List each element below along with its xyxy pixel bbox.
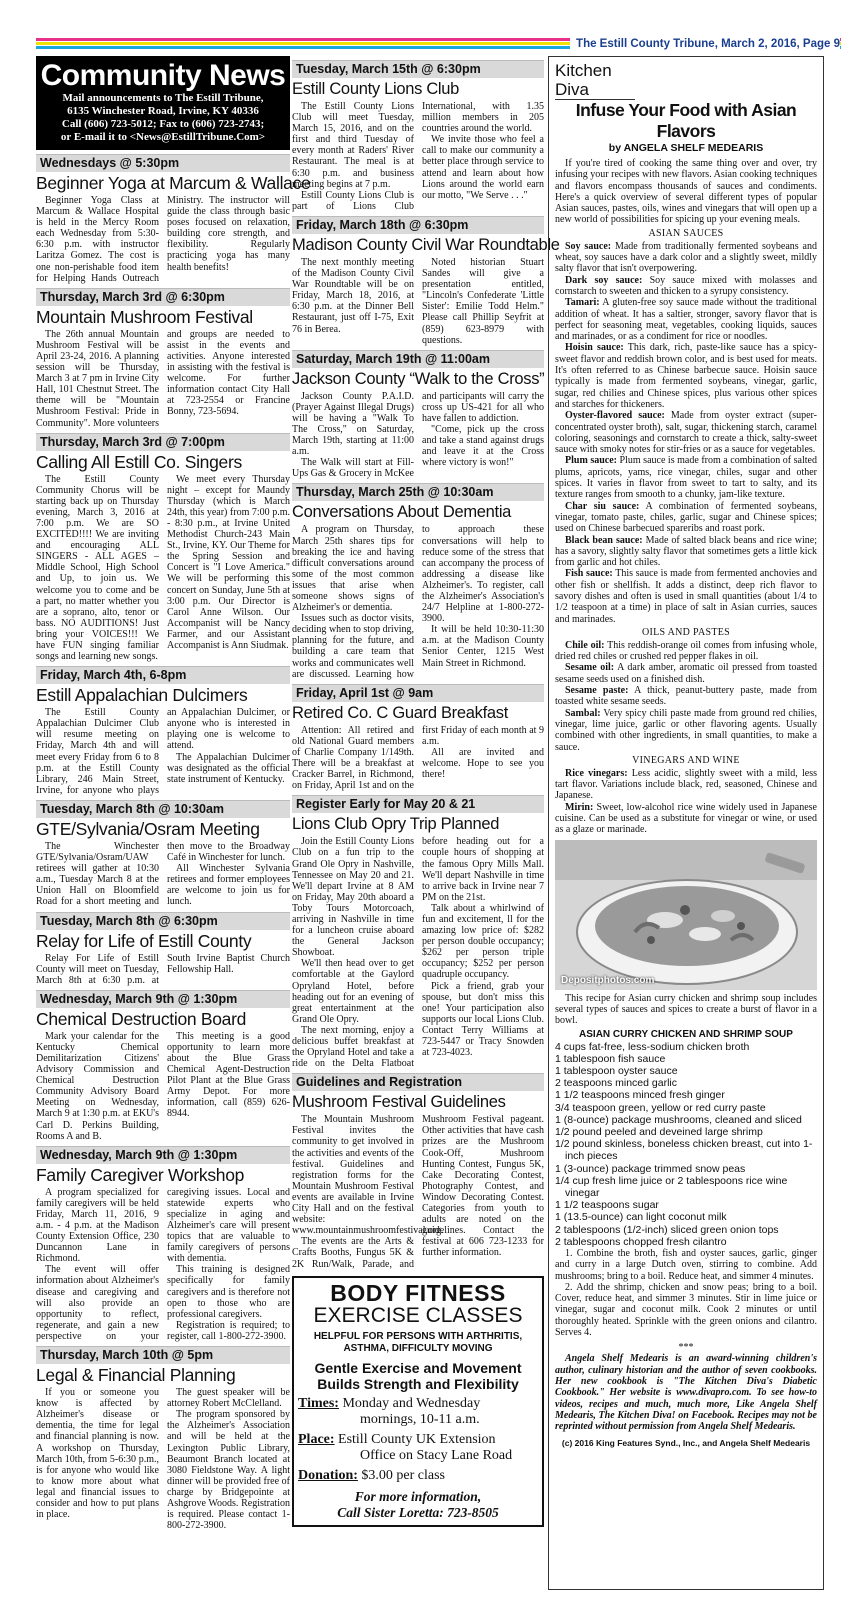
sesame-oil-entry: [555, 662, 817, 685]
ingredient-item: 2 teaspoons minced garlic: [555, 1077, 677, 1090]
column-middle: [292, 56, 560, 1527]
photo-credit: Depositphotos.com: [561, 974, 655, 986]
author-bio: Angela Shelf Medearis is an award-winning children's author, culinary historian and the author of seven cookbooks. Her new cookbook is "The Kitchen Diva's Diabetic Cookbook." Her website is www.divapro.com. To see how-to videos, recipes and much, much more, Like Angela Shelf Medearis, The Kitchen Diva! on Facebook. Recipes may not be reprinted without permission from Angela Shelf Medearis.: [555, 1353, 817, 1433]
black-bean-sauce-entry: [555, 535, 817, 569]
term-label: Chile oil:: [565, 639, 605, 651]
article-paragraph: Relay For Life of Estill County will meet on Tuesday, March 8th at 6:30 p.m. at South Irvine Baptist Church Fellowship Hall.: [36, 952, 290, 986]
ad-place-2: Office on Stacy Lane Road: [360, 1447, 513, 1463]
article-headline: Family Caregiver Workshop: [36, 1164, 245, 1185]
separator-stars: ***: [678, 1342, 694, 1354]
ad-donation-label: Donation:: [298, 1467, 358, 1483]
community-news-box: [36, 56, 290, 150]
oyster-flavored-sauce-entry: [555, 410, 817, 455]
article-date-band: Thursday, March 3rd @ 7:00pm: [36, 433, 290, 451]
article-body: [36, 1387, 290, 1531]
term-label: Sambal:: [565, 707, 601, 719]
chile-oil-entry: [555, 640, 817, 663]
community-news-line: 6135 Winchester Road, Irvine, KY 40336: [67, 105, 259, 117]
article-paragraph: The guest speaker will be attorney Robert McClelland.: [167, 1387, 290, 1410]
community-news-line: Call (606) 723-5012; Fax to (606) 723-2743;: [61, 118, 265, 130]
ingredient-item: 1 (3-ounce) package trimmed snow peas: [555, 1162, 746, 1175]
ad-times-label: Times:: [298, 1395, 339, 1411]
article-paragraph: The Estill County Community Chorus will be starting back up on Thursday evening, March 3, 2016 at 7:00 p.m. We are SO EXCITED!!!! We are inviting and encouraging ALL SINGERS - ALL AGES – Middle School, High School and Up, to join us. We welcome you to come and be a part, no matter whether you are a soprano, alto, tenor or bass. NO AUDITIONS! Just bring your VOICES!!! We have FUN singing familiar songs and learning new songs.: [36, 473, 159, 663]
ad-place-1: Estill County UK Extension: [338, 1431, 496, 1447]
article-headline: GTE/Sylvania/Osram Meeting: [36, 818, 260, 839]
article-paragraph: Attention: All retired and old National Guard members of Charlie Company 1/149th. There will be a breakfast at Cracker Barrel, in Richmond, on Friday, April 1st and on the first Friday of each month at 9 a.m.: [292, 724, 544, 792]
article-headline: Estill County Lions Club: [292, 80, 460, 98]
ingredients-list: [555, 1041, 817, 1248]
article-paragraph: It will be held 10:30-11:30 a.m. at the Madison County Senior Center, 1215 West Main Street in Richmond.: [422, 624, 544, 669]
term-description: This sauce is made from fermented anchovies and other fish or shellfish. It adds a distinct, deep rich flavor to savory dishes and often is used in small quantities (about 1/4 to 1/2 teaspoon at a time) in place of salt in Asian curries, sauces and marinades.: [555, 568, 817, 625]
article-paragraph: Talk about a whirlwind of fun and excitement, ll for the amazing low price of: $282 per person double occupancy; $262 per person triple occupancy; $252 per person quadruple occupancy.: [422, 902, 544, 981]
article-paragraph: Mark your calendar for the Kentucky Chemical Demilitarization Citizens' Advisory Commission and Chemical Destruction Community Advisory Board Meeting on Wednesday, March 9 at 1:30 p.m. at EKU's Carl D. Perkins Building, Rooms A and B.: [36, 1030, 159, 1142]
article-paragraph: We'll then head over to get comfortable at the Gaylord Opryland Hotel, before heading out for an evening of great entertainment at the Grand Ole Opry.: [292, 958, 414, 1025]
recipe-steps: [555, 1248, 817, 1338]
ingredient-item: 1 tablespoon oyster sauce: [555, 1064, 678, 1077]
article-date-band: Tuesday, March 8th @ 6:30pm: [36, 912, 290, 930]
article-paragraph: The event will offer information about Alzheimer's disease and caregiving and will also provide an opportunity to reflect, regenerate, and gain a new perspective on your caregiving issues. Local and statewide experts who specialize in aging and Alzheimer's care will present topics that are valuable to family caregivers of persons with dementia.: [36, 1186, 290, 1342]
vinegars-subhead: VINEGARS AND WINE: [632, 754, 740, 766]
term-label: Dark soy sauce:: [565, 274, 643, 286]
term-description: This reddish-orange oil comes from infusing whole, dried red chiles or crushed red pepper flakes in oil.: [555, 639, 817, 663]
ingredient-item: 1 1/2 teaspoons sugar: [555, 1199, 659, 1212]
article-paragraph: All are invited and welcome. Hope to see you there!: [422, 746, 544, 781]
article-date-band: Wednesday, March 9th @ 1:30pm: [36, 1146, 290, 1164]
rice-vinegars-entry: [555, 768, 817, 802]
article-date-band: Tuesday, March 15th @ 6:30pm: [292, 60, 544, 78]
article-paragraph: We invite those who feel a call to make our community a better place through service to attend and learn about how Lions around the world earn our motto, "We Serve . . .": [422, 134, 544, 201]
article-legal-financial-planning: [36, 1346, 290, 1531]
recipe-step: 2. Add the shrimp, chicken and snow peas; bring to a boil. Cover, reduce heat, and simmer 3 minutes. Stir in lime juice or vinegar, sugar and coconut milk. Cook 2 minutes or until thoroughly heated. Sprinkle with the green onions and cilantro. Serves 4.: [555, 1281, 817, 1339]
article-family-caregiver-workshop: [36, 1146, 290, 1342]
article-paragraph: Noted historian Stuart Sandes will give a presentation entitled, "Lincoln's Confederate 'Little Sister': Emilie Todd Helm." Please call Phillip Seyfrit at (859) 623-8979 with questions.: [422, 256, 544, 346]
term-label: Plum sauce:: [565, 455, 617, 467]
column-left: [36, 56, 311, 1532]
mirin-entry: [555, 802, 817, 836]
article-headline: Conversations About Dementia: [292, 503, 512, 522]
article-date-band: Thursday, March 3rd @ 6:30pm: [36, 288, 290, 306]
article-date-band: Wednesday, March 9th @ 1:30pm: [36, 990, 290, 1008]
column-right: [548, 56, 824, 1590]
term-label: Oyster-flavored sauce:: [565, 410, 665, 422]
recipe-step: 1. Combine the broth, fish and oyster sauces, garlic, ginger and curry in a large Dutch oven, stirring to combine. Add mushrooms; bring to a boil. Reduce heat, and simmer 4 minutes.: [555, 1247, 817, 1282]
article-paragraph: If you or someone you know is affected by Alzheimer's disease or dementia, the time for legal and financial planning is now. A workshop on Thursday, March 10th, from 5-6:30 p.m., is for anyone who would like to know more about what legal and financial issues to consider and how to put plans in place.: [36, 1387, 159, 1521]
ad-times-1: Monday and Wednesday: [342, 1395, 481, 1411]
kitchen-diva-label: Kitchen Diva: [555, 61, 635, 100]
article-headline: Mountain Mushroom Festival: [36, 306, 253, 327]
article-headline: Chemical Destruction Board: [36, 1008, 247, 1029]
article-body: [36, 474, 290, 663]
term-description: Sweet, low-alcohol rice wine widely used in Japanese cuisine. Can be used as a substitute for vinegar or wine, or used as a glaze or marinade.: [555, 801, 817, 836]
article-body: [36, 1031, 290, 1142]
article-headline: Beginner Yoga at Marcum & Wallace: [36, 173, 311, 193]
article-paragraph: Join the Estill County Lions Club on a fun trip to the Grand Ole Opry in Nashville, Tennessee on May 20 and 21. We'll depart Irvine at 8 AM on Friday, May 20th aboard a Toby Tours Motorcoach, arriving in Nashville in time for a luncheon cruise aboard the General Jackson Showboat.: [292, 836, 414, 959]
term-label: Sesame paste:: [565, 685, 629, 697]
article-paragraph: The Walk will start at Fill-Ups Gas & Grocery in McKee and participants will carry the cross up US-421 for all who have fallen to addiction.: [292, 390, 544, 480]
article-headline: Lions Club Opry Trip Planned: [292, 815, 500, 834]
oils-list: [555, 640, 817, 753]
term-description: Plum sauce is made from a combination of salted plums, apricots, yams, rice vinegar, chiles, sugar and other spices. It varies in flavor from sweet to tart to salty, and its texture ranges from smooth to a chunky, jam-like texture.: [555, 455, 817, 501]
article-headline: Estill Appalachian Dulcimers: [36, 685, 248, 706]
article-paragraph: The program sponsored by the Alzheimer's Association and will be held at the Lexington Public Library, Beaumont Branch located at 3080 Fieldstone Way. A light dinner will be provided free of charge by Bridgepointe at Ashgrove Woods. Registration is required. Please contact 1-800-272-3900.: [167, 1409, 290, 1532]
article-body: [36, 953, 290, 986]
syndication-credit: (c) 2016 King Features Synd., Inc., and Angela Shelf Medearis: [561, 1438, 811, 1449]
article-paragraph: This training is designed specifically for family caregivers and is therefore not open to those who are professional caregivers.: [167, 1264, 290, 1320]
article-paragraph: Estill County Lions Club is part of Lions Club International, with 1.35 million members in 205 countries around the world.: [292, 101, 544, 212]
article-date-band: Friday, April 1st @ 9am: [292, 684, 544, 702]
article-estill-county-lions-club: [292, 60, 544, 212]
article-headline: Legal & Financial Planning: [36, 1365, 236, 1386]
article-retired-co-c-guard-breakfast: [292, 684, 544, 792]
article-date-band: Tuesday, March 8th @ 10:30am: [36, 800, 290, 818]
ad-headline: BODY FITNESS: [330, 1279, 506, 1306]
article-calling-all-estill-co-singers: [36, 433, 290, 663]
term-label: Black bean sauce:: [565, 534, 643, 546]
article-body: [36, 329, 290, 429]
body-fitness-ad: [292, 1276, 544, 1527]
term-label: Rice vinegars:: [565, 767, 628, 779]
sambal-entry: [555, 708, 817, 753]
soup-photo: [555, 840, 817, 990]
article-body: [36, 841, 290, 908]
article-paragraph: "Come, pick up the cross and take a stand against drugs and leave it at the Cross where victory is won!": [422, 423, 544, 469]
article-paragraph: Beginner Yoga Class at Marcum & Wallace Hospital is held in the Mercy Room each Wednesday from 5:30-6:30 p.m. with instructor Laritza Gomez. The cost is one non-perishable food item for Helping Hands Outreach Ministry. The instructor will guide the class through basic poses focused on relaxation, building core strength, and flexibility. Regularly practicing yoga has many health benefits!: [36, 195, 290, 284]
recipe-intro: This recipe for Asian curry chicken and shrimp soup includes several types of sauces and spices to create a burst of flavor in a bowl.: [555, 992, 817, 1027]
article-jackson-county-walk-to-the-cross: [292, 350, 544, 480]
article-paragraph: The Estill County Appalachian Dulcimer Club will resume meeting on Friday, March 4th and will meet every Friday from 6 to 8 p.m. at the Estill County Library, 246 Main Street, Irvine, for anyone who plays an Appalachian Dulcimer, or anyone who is interested in playing one is welcome to attend.: [36, 707, 290, 796]
article-body: [292, 391, 544, 480]
article-paragraph: The Estill County Lions Club will meet Tuesday, March 15, 2016, and on the first and third Tuesday of every month at Raders' River Restaurant. The meal is at 6:30 p.m. and business meeting begins at 7 p.m.: [292, 101, 414, 190]
ad-more-2: Call Sister Loretta: 723-8505: [337, 1504, 499, 1520]
ad-times-2: mornings, 10-11 a.m.: [360, 1411, 480, 1427]
recipe-title: ASIAN CURRY CHICKEN AND SHRIMP SOUP: [579, 1028, 793, 1040]
left-articles: [36, 154, 311, 1532]
article-date-band: Friday, March 18th @ 6:30pm: [292, 216, 544, 234]
term-description: Less acidic, slightly sweet with a mild, less tart flavor. Variations include black, red, seasoned, Chinese and Japanese.: [555, 767, 817, 802]
term-description: A thick, peanut-buttery paste, made from toasted white sesame seeds.: [555, 685, 817, 708]
kitchen-intro: If you're tired of cooking the same thing over and over, try infusing your recipes with new flavors. Asian cooking techniques and flavors encompass thousands of sauces and condiments. Here's a quick overview of several different types of popular Asian sauces, pastes, oils, wines and vinegars that will open up a new world of possibilities for spicing up your evening meals.: [555, 158, 817, 226]
soup-bowl-image: [555, 840, 817, 990]
ad-donation: [298, 1468, 538, 1484]
ingredient-item: 4 cups fat-free, less-sodium chicken broth: [555, 1040, 750, 1053]
article-headline: Mushroom Festival Guidelines: [292, 1093, 506, 1112]
article-body: [36, 195, 290, 284]
article-paragraph: The Appalachian Dulcimer was designated as the official state instrument of Kentucky.: [167, 751, 290, 785]
dark-soy-sauce-entry: [555, 275, 817, 298]
article-headline: Madison County Civil War Roundtable: [292, 235, 560, 254]
article-conversations-about-dementia: [292, 483, 544, 679]
article-paragraph: The events are the Arts & Crafts Booths, Fungus 5K & 2K Run/Walk, Parade, and Mushroom Festival pageant. Other activities that have cash prizes are the Mushroom Cook-Off, Mushroom Hunting Contest, Fungus 5K, Cake Decorating Contest, Photography Contest, and Window Decorating Contest. Categories from youth to adults are noted on the guidelines. Contact the festival at 606 723-1233 for further information.: [292, 1114, 544, 1270]
ad-more-info: [298, 1489, 538, 1521]
ingredient-item: 1/4 cup fresh lime juice or 2 tablespoons rice wine vinegar: [555, 1174, 788, 1199]
article-date-band: Thursday, March 25th @ 10:30am: [292, 483, 544, 501]
term-description: Made from oyster extract (super-concentrated oyster broth), salt, sugar, thickening starch, caramel coloring, seasonings and cornstarch to create a thick, salty-sweet sauce with smoky notes for stir-fries or as a sauce for vegetables.: [555, 410, 817, 456]
article-paragraph: A program on Thursday, March 25th shares tips for breaking the ice and having difficult conversations around some of the most common issues that arise when someone shows signs of Alzheimer's or dementia.: [292, 524, 414, 614]
article-date-band: Register Early for May 20 & 21: [292, 795, 544, 813]
article-paragraph: This meeting is a good opportunity to learn more about the Blue Grass Chemical Agent-Destruction Pilot Plant at the Blue Grass Army Depot. For more information, call (859) 626-8944.: [167, 1030, 290, 1120]
article-paragraph: A program specialized for family caregivers will be held Friday, March 11, 2016, 9 a.m. - 4 p.m. at the Madison County Extension Office, 230 Duncannon Lane in Richmond.: [36, 1186, 159, 1265]
ad-times: [298, 1396, 538, 1428]
article-estill-appalachian-dulcimers: [36, 666, 290, 796]
article-relay-for-life-of-estill-county: [36, 912, 290, 986]
article-date-band: Friday, March 4th, 6-8pm: [36, 666, 290, 684]
article-paragraph: Jackson County P.A.I.D. (Prayer Against Illegal Drugs) will be having a "Walk To The Cross," on Saturday, March 19th, starting at 11:00 a.m.: [292, 390, 414, 458]
article-paragraph: Issues such as doctor visits, deciding when to stop driving, planning for the future, and building a care team that works and communicates well are discussed. Learning how to approach these conversations will help to reduce some of the stress that can accompany the process of addressing a disease like Alzheimer's. To register, call the Alzheimer's Association's 24/7 Helpline at 1-800-272-3900.: [292, 524, 544, 680]
ad-place-label: Place:: [298, 1431, 335, 1447]
term-description: A combination of fermented soybeans, vinegar, tomato paste, chiles, garlic, sugar and Chinese spices; used on Chinese barbecued spareribs and roast pork.: [555, 500, 817, 535]
article-headline: Jackson County “Walk to the Cross”: [292, 369, 545, 388]
ingredient-item: 1/2 pound skinless, boneless chicken breast, cut into 1-inch pieces: [555, 1138, 813, 1163]
fish-sauce-entry: [555, 568, 817, 624]
article-paragraph: The next morning, enjoy a delicious buffet breakfast at the Opryland Hotel and take a ride on the Delta Flatboat before heading out for a couple hours of shopping at the famous Opry Mills Mall. We'll depart Nashville in time to arrive back in Irvine near 7 PM on the 21st.: [292, 836, 544, 1070]
char-siu-sauce-entry: [555, 501, 817, 535]
ad-donation-value: $3.00 per class: [361, 1467, 445, 1483]
article-paragraph: The Mountain Mushroom Festival invites the community to get involved in the activities and events of the festival. Guidelines and registration forms for the Mountain Mushroom Festival events are available in Irvine City Hall and on the festival website: www.mountainmushroomfestival.org.: [292, 1114, 444, 1237]
sesame-paste-entry: [555, 685, 817, 708]
article-body: [292, 1114, 544, 1269]
article-body: [36, 1187, 290, 1342]
community-news-line: or E-mail it to <News@EstillTribune.Com>: [60, 131, 266, 143]
ingredient-item: 3/4 teaspoon green, yellow or red curry paste: [555, 1101, 766, 1114]
article-headline: Relay for Life of Estill County: [36, 930, 252, 951]
hoisin-sauce-entry: [555, 342, 817, 410]
term-label: Char siu sauce:: [565, 500, 640, 512]
ingredient-item: 2 tablespoons chopped fresh cilantro: [555, 1235, 727, 1248]
article-paragraph: Pick a friend, grab your spouse, but don't miss this one! Your participation also supports our local Lions Club. Contact Terry Williams at 723-5447 or Tracy Snowden at 723-4023.: [422, 980, 544, 1059]
kitchen-diva-byline: by ANGELA SHELF MEDEARIS: [608, 142, 764, 154]
middle-articles: [292, 60, 560, 1270]
article-beginner-yoga-at-marcum-wallace: [36, 154, 311, 284]
article-madison-county-civil-war-roundtable: [292, 216, 560, 346]
article-headline: Calling All Estill Co. Singers: [36, 451, 242, 472]
term-label: Tamari:: [565, 297, 600, 309]
article-body: [36, 707, 290, 796]
ingredient-item: 2 tablespoons (1/2-inch) sliced green onion tops: [555, 1223, 779, 1236]
article-paragraph: The Winchester GTE/Sylvania/Osram/UAW retirees will gather at 10:30 a.m., Tuesday March 8 at the Union Hall on Bloomfield Road for a short meeting and then move to the Broadway Café in Winchester for lunch.: [36, 840, 290, 908]
article-paragraph: The 26th annual Mountain Mushroom Festival will be April 23-24, 2016. A planning session will be Thursday, March 3 at 7 pm in Irvine City Hall, 101 Chestnut Street. The theme will be "Mountain Mushroom Festival: Pride in Community". More volunteers and groups are needed to assist in the events and activities. Anyone interested in assisting with the festival is welcome. For further information contact City Hall at 723-2554 or Francine Bonny, 723-5694.: [36, 328, 290, 429]
oils-subhead: OILS AND PASTES: [641, 626, 731, 638]
ingredient-item: 1 1/2 teaspoons minced fresh ginger: [555, 1089, 725, 1102]
term-label: Sesame oil:: [565, 662, 615, 674]
plum-sauce-entry: [555, 455, 817, 500]
article-lions-club-opry-trip-planned: [292, 795, 544, 1069]
article-gte-sylvania-osram-meeting: [36, 800, 290, 908]
term-label: Mirin:: [565, 801, 594, 813]
ad-more-1: For more information,: [354, 1488, 482, 1504]
article-mushroom-festival-guidelines: [292, 1073, 544, 1269]
ad-subheadline: EXERCISE CLASSES: [313, 1303, 523, 1327]
term-label: Fish sauce:: [565, 568, 613, 580]
article-paragraph: The next monthly meeting of the Madison County Civil War Roundtable will be on Friday, March 18, 2016, at 6:30 p.m. at the Dinner Bell Restaurant, just off I-75, Exit 76 in Berea.: [292, 256, 414, 335]
ad-gentle-text: Gentle Exercise and Movement Builds Strength and Flexibility: [314, 1359, 522, 1392]
term-description: Made from traditionally fermented soybeans and wheat, soy sauces have a dark color and a slightly sweet, mildly salty flavor that isn't overpowering.: [555, 240, 817, 275]
term-description: Soy sauce mixed with molasses and cornstarch to sweeten and thicken to a syrupy consistency.: [555, 274, 817, 297]
page-header: The Estill County Tribune, March 2, 2016, Page 9: [570, 38, 840, 50]
article-paragraph: We meet every Thursday night – except for Maundy Thursday (which is March 24th, this year) from 7:00 p.m. - 8:30 p.m., at Irvine United Methodist Church-243 Main St., Irvine, KY. Our Theme for the Spring Session and Concert is "I Love America." We will be performing this concert on Sunday, June 5th at 3:00 p.m. Our Director is Carol Anne Wilson. Our Accompanist will be Nancy Farmer, and our Assistant Accompanist is Ann Siudmak.: [167, 473, 290, 651]
article-body: [292, 101, 544, 212]
term-label: Hoisin sauce:: [565, 342, 624, 354]
article-paragraph: Registration is required; to register, call 1-800-272-3900.: [167, 1319, 290, 1342]
article-body: [292, 836, 544, 1069]
article-mountain-mushroom-festival: [36, 288, 290, 429]
term-description: Very spicy chili paste made from ground red chilies, vinegar, lime juice, garlic or other flavoring agents. Usually combined with other ingredients, in small quantities, to make a sauce.: [555, 707, 817, 753]
sauces-subhead: ASIAN SAUCES: [648, 227, 724, 239]
kitchen-diva-headline: Infuse Your Food with Asian Flavors: [575, 100, 797, 141]
article-date-band: Saturday, March 19th @ 11:00am: [292, 350, 544, 368]
term-description: A gluten-free soy sauce made without the traditional addition of wheat. It has a saltier, stronger, savory flavor that is perfect for seasoning meat, vegetables, cooking liquids, sauces and marinades, or as a condiment for rice or noodles.: [555, 297, 817, 343]
ingredient-item: 1 tablespoon fish sauce: [555, 1052, 666, 1065]
soy-sauce-entry: [555, 241, 817, 275]
ingredient-item: 1/2 pound peeled and deveined large shrimp: [555, 1125, 763, 1138]
article-headline: Retired Co. C Guard Breakfast: [292, 703, 508, 722]
ad-place: [298, 1432, 538, 1464]
ad-helpful-text: HELPFUL FOR PERSONS WITH ARTHRITIS, ASTHMA, DIFFICULTY MOVING: [313, 1330, 523, 1354]
community-news-line: Mail announcements to The Estill Tribune,: [62, 92, 264, 104]
kitchen-diva-box: [548, 56, 824, 1590]
article-date-band: Guidelines and Registration: [292, 1073, 544, 1091]
community-news-title: Community News: [40, 59, 286, 92]
article-paragraph: All Winchester Sylvania retirees and former employees are welcome to join us for lunch.: [167, 863, 290, 908]
term-label: Soy sauce:: [565, 240, 612, 252]
article-body: [292, 524, 544, 679]
term-description: This dark, rich, paste-like sauce has a spicy-sweet flavor and reddish brown color, and is best used for meats. It's often referred to as Chinese barbecue sauce. Hoisin sauce typically is made from fermented soybeans, vinegar, garlic, sugar, red chilies and Chinese spices, plus various other spices and starches for thickeners.: [555, 342, 818, 410]
article-date-band: Wednesdays @ 5:30pm: [36, 154, 290, 172]
vinegars-list: [555, 768, 817, 836]
tamari-entry: [555, 297, 817, 342]
article-chemical-destruction-board: [36, 990, 290, 1142]
term-description: Made of salted black beans and rice wine; has a savory, slightly salty flavor that sometimes gets a little kick from garlic and hot chiles.: [555, 534, 817, 569]
ingredient-item: 1 (13.5-ounce) can light coconut milk: [555, 1211, 727, 1224]
article-body: [292, 725, 544, 792]
sauces-list: [555, 241, 817, 625]
ingredient-item: 1 (8-ounce) package mushrooms, cleaned and sliced: [555, 1113, 802, 1126]
article-date-band: Thursday, March 10th @ 5pm: [36, 1346, 290, 1364]
term-description: A dark amber, aromatic oil pressed from toasted sesame seeds used on a finished dish.: [555, 662, 817, 685]
article-body: [292, 257, 544, 346]
